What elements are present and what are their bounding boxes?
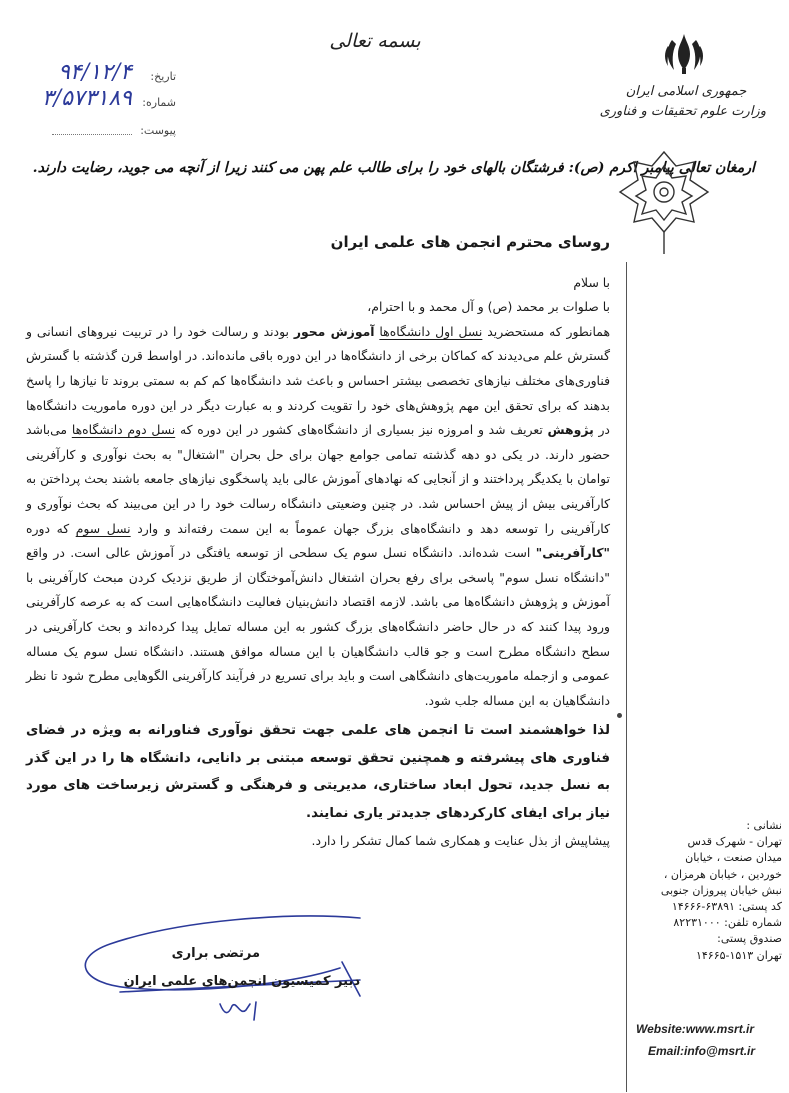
p1-text-g: است شده‌اند. دانشگاه نسل سوم یک سطحی از توسعه یافتگی در آموزش عالی است. در واقع "دانشگاه نسل سوم" پاسخی برای رفع بحران اشتغال دانش‌آموختگان از طریق نزدیک کردن مبحث کارآفرینی با آموزش و پژوهش دانشگاه‌ها می باشد. لازمه اقتصاد دانش‌بنیان فعالیت دانشگاه‌هایی است که به عرصه کارآفرینی ورود پیدا کنند که در حال حاضر دانشگاه‌های بزرگ کشور به این مساله تمایل پیدا کرده‌اند و بحث کارآفرینی در سطح دانشگاه مطرح است و جو قالب دانشگاهیان با این مساله موافق هستند. دانشگاه نسل سوم یک مساله عمومی و ازجمله ماموریت‌های دانشگاهی است و باید برای تسریع در فرآیند کارآفرینی الگوهایی مطرح شود تا نظر دانشگاهیان به این مساله جلب شود. — [26, 545, 610, 708]
letter-thanks: پیشاپیش از بذل عنایت و همکاری شما کمال تشکر را دارد. — [311, 833, 610, 849]
pobox-label: صندوق پستی: — [717, 932, 782, 946]
p1-first-generation: نسل اول دانشگاه‌ها — [379, 323, 483, 339]
p1-text-c: بودند و رسالت خود را در تربیت نیروهای انسانی و گسترش علم می‌دیدند که کماکان برخی از دانشگاه‌ها در این دوره باقی مانده‌اند. در اواسط قرن گذشته با گسترش فناوری‌های مختلف نیازهای تخصصی بیشتر احساس و باعث شد دانشگاه‌ها کم کم به سمتی بروند تا نیازها را پاسخ بدهند که برای تحقق این مهم پژوهش‌های خود را تقویت کردند و به عبارت دیگر در این دوره ماموریت دانشگاه‌ها در — [26, 323, 610, 438]
ministry-line-country: جمهوری اسلامی ایران — [625, 84, 747, 99]
bismillah-heading: بسمه تعالی — [329, 30, 421, 52]
signature-block — [60, 904, 390, 1034]
p1-text-a: همانطور که مستحضرید — [487, 323, 610, 339]
number-value: ۳/۵۷۳۱۸۹ — [41, 86, 132, 111]
number-row — [6, 86, 176, 112]
p1-text-e: می‌باشد حضور دارند. در یکی دو دهه گذشته تمامی جوامع جهان برای حل بحران "اشتغال" به بحث نوآوری و کارآفرینی توامان با یکدیگر پرداختند و از آنجایی که نهادهای آموزش عالی باید پاسخگوی نیازهای جامعه باشند بحث پرداختن به کارآفرینی بیش از پیش احساس شد. در چنین وضعیتی دانشگاه رسالت خود را در این می‌بیند که بحث نوآوری و کارآفرینی را توسعه دهد و دانشگاه‌های بزرگ جهان عموماً به این سمت رفته‌اند و وارد — [26, 422, 610, 536]
address-line-2: میدان صنعت ، خیابان — [685, 851, 782, 865]
p1-third-generation: نسل سوم — [75, 520, 131, 536]
number-label: شماره: — [142, 96, 176, 109]
date-label: تاریخ: — [150, 70, 176, 83]
p1-text-d: تعریف شد و امروزه نیز بسیاری از دانشگاه‌های کشور در این دوره که — [179, 422, 543, 438]
attachment-line — [52, 134, 132, 135]
p1-text-f: که دوره — [26, 520, 70, 536]
p1-entrepreneurship: "کارآفرینی" — [535, 545, 610, 561]
contact-info — [632, 818, 782, 964]
letter-salutation: با صلوات بر محمد (ص) و آل محمد و با احترام، — [367, 299, 610, 315]
signatory-name: مرتضی براری — [171, 946, 260, 961]
address-line-4: نبش خیابان پیروزان جنوبی — [660, 883, 782, 897]
pobox-value: تهران ۱۵۱۳-۱۴۶۶۵ — [695, 948, 782, 962]
email-link[interactable]: Email:info@msrt.ir — [648, 1044, 756, 1058]
signatory-title: دبیر کمیسیون انجمن‌های علمی ایران — [123, 974, 360, 989]
letter-addressee: روسای محترم انجمن های علمی ایران — [330, 233, 610, 251]
letter-paragraph-1 — [26, 320, 610, 714]
letter-body — [26, 230, 610, 854]
p1-second-generation: نسل دوم دانشگاه‌ها — [71, 422, 176, 438]
address-label: نشانی : — [746, 819, 782, 832]
phone-number: شماره تلفن: ۸۲۲۳۱۰۰۰ — [673, 916, 782, 930]
date-row — [6, 60, 176, 86]
hadith-quote: ارمغان تعالی پیامبر اکرم (ص): فرشتگان بالهای خود را برای طالب علم پهن می کنند زیرا از آنچه می جوید، رضایت دارند. — [32, 160, 755, 176]
iran-emblem-icon — [660, 30, 708, 78]
attachment-label: پیوست: — [140, 124, 176, 137]
date-value: ۹۴/۱۲/۴ — [58, 60, 132, 85]
ministry-name — [599, 82, 766, 122]
letter-greeting: با سلام — [573, 274, 610, 290]
signature-scribble-icon — [60, 904, 390, 1034]
p1-education-centric: آموزش محور — [293, 323, 375, 339]
ministry-line-ministry: وزارت علوم تحقیقات و فناوری — [599, 104, 766, 119]
address-line-3: خوردین ، خیابان هرمزان ، — [663, 867, 782, 881]
attachment-row — [6, 118, 176, 140]
letter-paragraph-2: لذا خواهشمند است تا انجمن های علمی جهت تحقق نوآوری فناورانه به ویژه در فضای فناوری های پیشرفته و همچنین تحقق توسعه مبتنی بر دانایی، دانشگاه ها را در این گذر به نسل جدید، تحول ابعاد ساختاری، مدیریتی و فرهنگی و گسترش زیرساخت های مورد نیاز برای ایفای کارکردهای جدیدتر یاری نمایند. — [26, 723, 610, 821]
vertical-divider — [626, 262, 627, 1092]
postal-code: کد پستی: ۶۳۸۹۱-۱۴۶۶۶ — [671, 900, 782, 914]
address-line-1: تهران - شهرک قدس — [687, 835, 782, 849]
website-link[interactable]: Website:www.msrt.ir — [636, 1022, 755, 1036]
margin-dot — [617, 713, 622, 718]
ornament-icon — [616, 148, 712, 258]
p1-research: پژوهش — [547, 422, 594, 438]
